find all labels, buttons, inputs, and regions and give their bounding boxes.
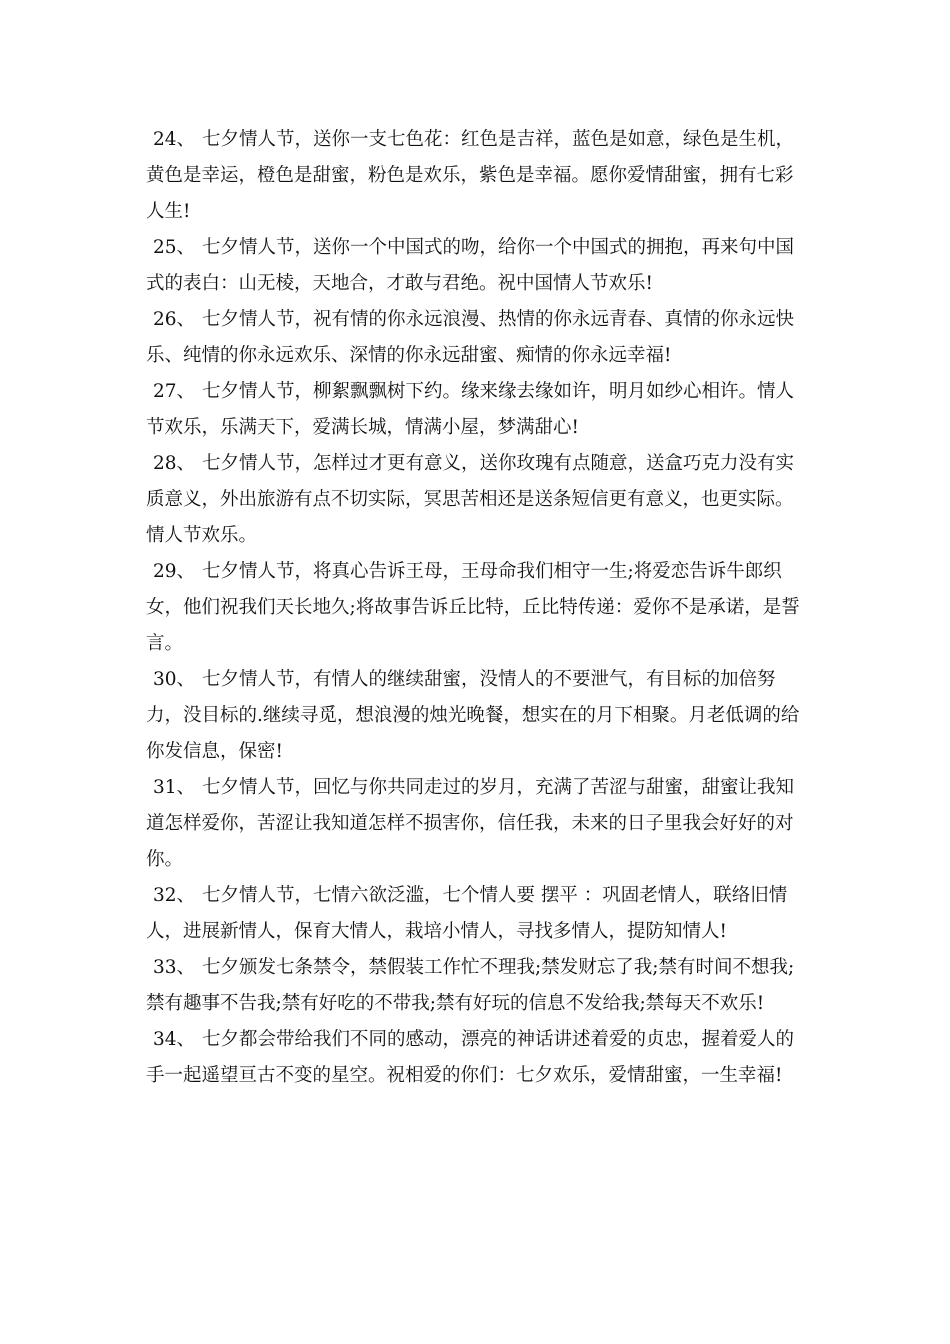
list-item <box>146 374 810 446</box>
list-item <box>146 950 810 1022</box>
entry-text: 七夕情人节，怎样过才更有意义，送你玫瑰有点随意，送盒巧克力没有实质意义，外出旅游有点不切实际，冥思苦相还是送条短信更有意义，也更实际。情人节欢乐。 <box>146 453 795 546</box>
entry-text: 七夕情人节，柳絮飘飘树下约。缘来缘去缘如许，明月如纱心相许。情人节欢乐，乐满天下，爱满长城，情满小屋，梦满甜心! <box>146 381 795 438</box>
document-body <box>146 122 810 1094</box>
entry-number: 28、 <box>153 453 196 474</box>
entry-number: 29、 <box>153 561 196 582</box>
entry-number: 26、 <box>153 309 196 330</box>
entry-text: 七夕情人节，七情六欲泛滥，七个情人要 摆平 ：巩固老情人，联络旧情人，进展新情人，保育大情人，栽培小情人，寻找多情人，提防知情人! <box>146 885 788 942</box>
entry-text: 七夕颁发七条禁令，禁假装工作忙不理我;禁发财忘了我;禁有时间不想我;禁有趣事不告我;禁有好吃的不带我;禁有好玩的信息不发给我;禁每天不欢乐! <box>146 957 795 1014</box>
entry-text: 七夕情人节，送你一支七色花：红色是吉祥，蓝色是如意，绿色是生机，黄色是幸运，橙色是甜蜜，粉色是欢乐，紫色是幸福。愿你爱情甜蜜，拥有七彩人生! <box>146 129 795 222</box>
entry-number: 30、 <box>153 669 196 690</box>
entry-number: 33、 <box>153 957 196 978</box>
entry-number: 27、 <box>153 381 196 402</box>
entry-text: 七夕情人节，将真心告诉王母，王母命我们相守一生;将爱恋告诉牛郎织女，他们祝我们天长地久;将故事告诉丘比特，丘比特传递：爱你不是承诺，是誓言。 <box>146 561 800 654</box>
list-item <box>146 878 810 950</box>
list-item <box>146 554 810 662</box>
list-item <box>146 302 810 374</box>
list-item <box>146 230 810 302</box>
entry-number: 25、 <box>153 237 196 258</box>
list-item <box>146 446 810 554</box>
entry-text: 七夕情人节，祝有情的你永远浪漫、热情的你永远青春、真情的你永远快乐、纯情的你永远欢乐、深情的你永远甜蜜、痴情的你永远幸福! <box>146 309 795 366</box>
entry-text: 七夕情人节，回忆与你共同走过的岁月，充满了苦涩与甜蜜，甜蜜让我知道怎样爱你，苦涩让我知道怎样不损害你，信任我，未来的日子里我会好好的对你。 <box>146 777 795 870</box>
list-item <box>146 1022 810 1094</box>
entry-number: 31、 <box>153 777 196 798</box>
entry-number: 34、 <box>153 1029 196 1050</box>
entry-text: 七夕都会带给我们不同的感动，漂亮的神话讲述着爱的贞忠，握着爱人的手一起遥望亘古不变的星空。祝相爱的你们：七夕欢乐，爱情甜蜜，一生幸福! <box>146 1029 795 1086</box>
entry-text: 七夕情人节，有情人的继续甜蜜，没情人的不要泄气，有目标的加倍努力，没目标的.继续寻觅，想浪漫的烛光晚餐，想实在的月下相聚。月老低调的给你发信息，保密! <box>146 669 800 762</box>
entry-text: 七夕情人节，送你一个中国式的吻，给你一个中国式的拥抱，再来句中国式的表白：山无棱，天地合，才敢与君绝。祝中国情人节欢乐! <box>146 237 795 294</box>
entry-number: 24、 <box>153 129 196 150</box>
list-item <box>146 662 810 770</box>
entry-number: 32、 <box>153 885 196 906</box>
list-item <box>146 122 810 230</box>
list-item <box>146 770 810 878</box>
